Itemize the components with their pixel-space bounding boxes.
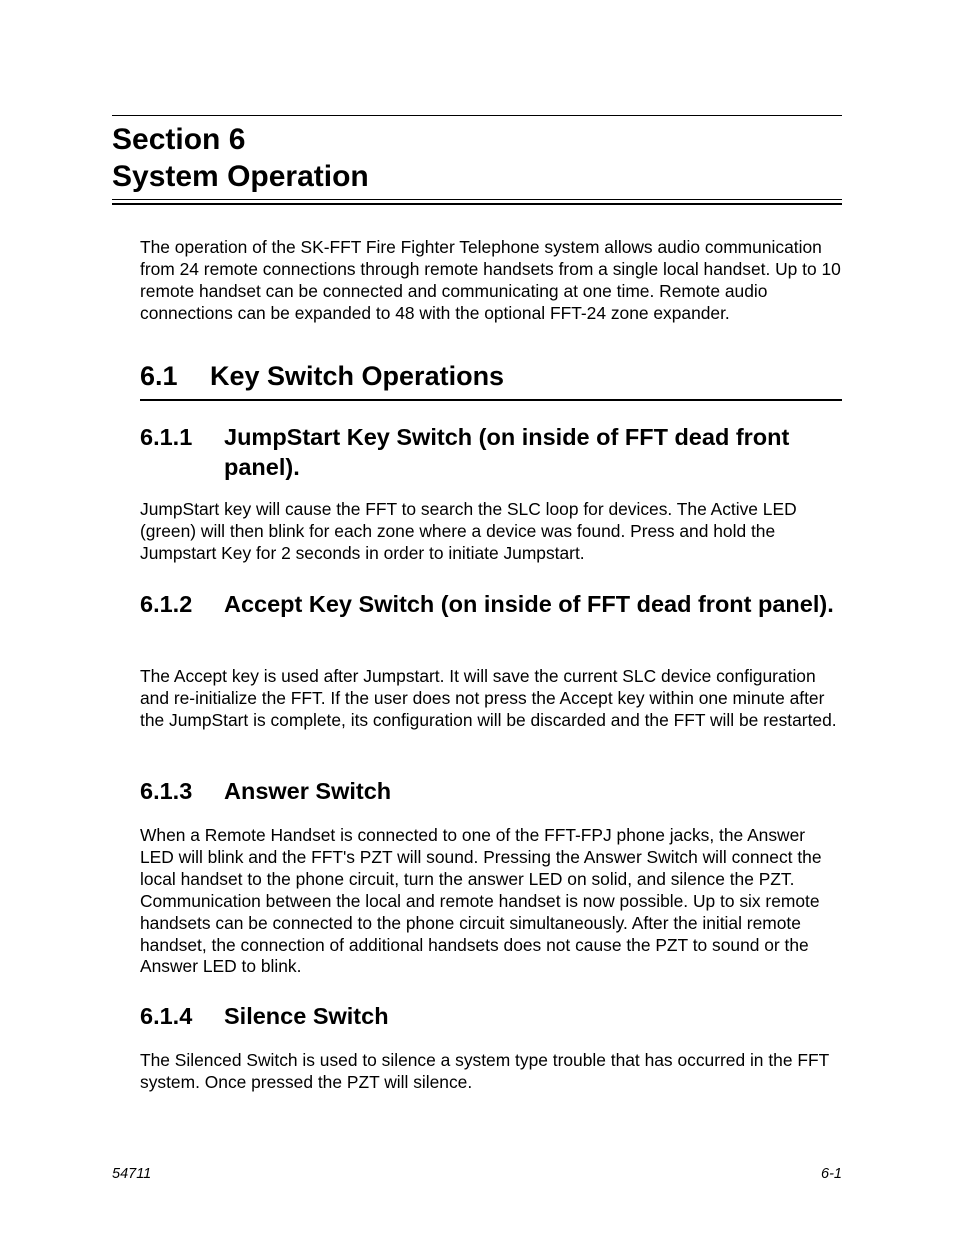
heading-number: 6.1.1 xyxy=(140,424,193,450)
section-name-line: System Operation xyxy=(112,160,369,193)
footer-page-number: 6-1 xyxy=(821,1166,842,1182)
heading-number: 6.1.4 xyxy=(140,1003,193,1029)
header-rule xyxy=(112,115,842,116)
heading-6-1-3 xyxy=(140,776,844,806)
title-rule-thick xyxy=(112,203,842,205)
paragraph-6-1-4: The Silenced Switch is used to silence a system type trouble that has occurred in the FFT system. Once pressed the PZT will silence. xyxy=(140,1050,829,1092)
paragraph-6-1-2: The Accept key is used after Jumpstart. It will save the current SLC device configuration and re-initialize the FFT. If the user does not press the Accept key within one minute after the JumpStart is complete, its configuration will be discarded and the FFT will be restarted. xyxy=(140,666,837,730)
heading-rule xyxy=(140,399,842,401)
heading-number: 6.1.2 xyxy=(140,591,193,617)
heading-6-1-1 xyxy=(140,422,844,482)
heading-title: JumpStart Key Switch (on inside of FFT dead front panel). xyxy=(224,424,790,480)
heading-6-1-4 xyxy=(140,1001,844,1031)
intro-paragraph: The operation of the SK-FFT Fire Fighter Telephone system allows audio communication from 24 remote connections through remote handsets from a single local handset. Up to 10 remote handset can be connected and communicating at one time. Remote audio connections can be expanded to 48 with the optional FFT-24 zone expander. xyxy=(140,237,841,323)
heading-title: Key Switch Operations xyxy=(210,361,505,391)
heading-title: Accept Key Switch (on inside of FFT dead front panel). xyxy=(224,591,834,617)
heading-title: Answer Switch xyxy=(224,778,392,804)
heading-number: 6.1.3 xyxy=(140,778,193,804)
paragraph-6-1-1: JumpStart key will cause the FFT to search the SLC loop for devices. The Active LED (green) will then blink for each zone where a device was found. Press and hold the Jumpstart Key for 2 seconds in order to initiate Jumpstart. xyxy=(140,499,797,563)
paragraph-6-1-3: When a Remote Handset is connected to one of the FFT-FPJ phone jacks, the Answer LED will blink and the FFT's PZT will sound. Pressing the Answer Switch will connect the local handset to the phone circuit, turn the answer LED on solid, and silence the PZT. Communication between the local and remote handset is now possible. Up to six remote handsets can be connected to the phone circuit simultaneously. After the initial remote handset, the connection of additional handsets does not cause the PZT to sound or the Answer LED to blink. xyxy=(140,825,822,977)
footer-doc-number: 54711 xyxy=(112,1166,152,1182)
heading-number: 6.1 xyxy=(140,361,178,391)
section-number-line: Section 6 xyxy=(112,123,246,156)
section-title xyxy=(112,121,369,195)
heading-6-1 xyxy=(140,360,504,392)
title-rule-thin xyxy=(112,199,842,200)
heading-6-1-2 xyxy=(140,589,844,619)
heading-title: Silence Switch xyxy=(224,1003,389,1029)
